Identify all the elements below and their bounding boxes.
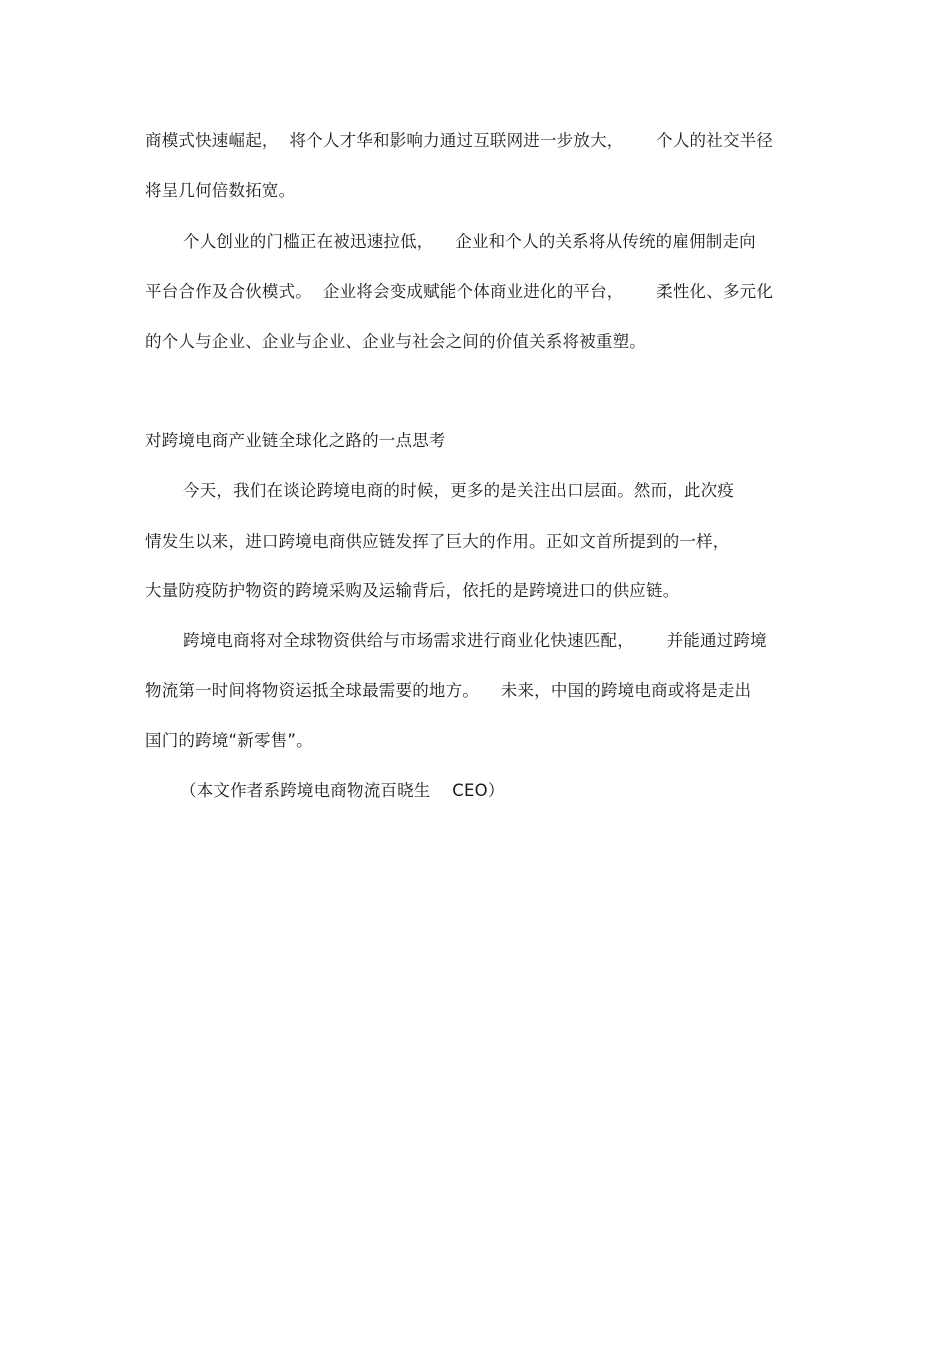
entrepreneurship-line-2: 平台合作及合伙模式。 企业将会变成赋能个体商业进化的平台， 柔性化、多元化 bbox=[145, 282, 774, 301]
author-note: （本文作者系跨境电商物流百晓生 CEO） bbox=[180, 781, 505, 800]
future-line-1: 跨境电商将对全球物资供给与市场需求进行商业化快速匹配， 并能通过跨境 bbox=[183, 631, 767, 650]
entrepreneurship-line-3: 的个人与企业、企业与企业、企业与社会之间的价值关系将被重塑。 bbox=[145, 332, 646, 351]
future-line-3: 国门的跨境“新零售”。 bbox=[145, 731, 313, 750]
future-line-2: 物流第一时间将物资运抵全球最需要的地方。 未来，中国的跨境电商或将是走出 bbox=[145, 681, 752, 700]
intro-line-1: 商模式快速崛起， 将个人才华和影响力通过互联网进一步放大， 个人的社交半径 bbox=[145, 131, 774, 150]
intro-line-2: 将呈几何倍数拓宽。 bbox=[145, 181, 296, 200]
today-line-1: 今天，我们在谈论跨境电商的时候，更多的是关注出口层面。然而，此次疫 bbox=[183, 481, 735, 500]
entrepreneurship-line-1: 个人创业的门槛正在被迅速拉低， 企业和个人的关系将从传统的雇佣制走向 bbox=[183, 232, 756, 251]
today-line-3: 大量防疫防护物资的跨境采购及运输背后，依托的是跨境进口的供应链。 bbox=[145, 581, 680, 600]
section-title: 对跨境电商产业链全球化之路的一点思考 bbox=[145, 431, 446, 450]
today-line-2: 情发生以来，进口跨境电商供应链发挥了巨大的作用。正如文首所提到的一样， bbox=[145, 532, 730, 551]
